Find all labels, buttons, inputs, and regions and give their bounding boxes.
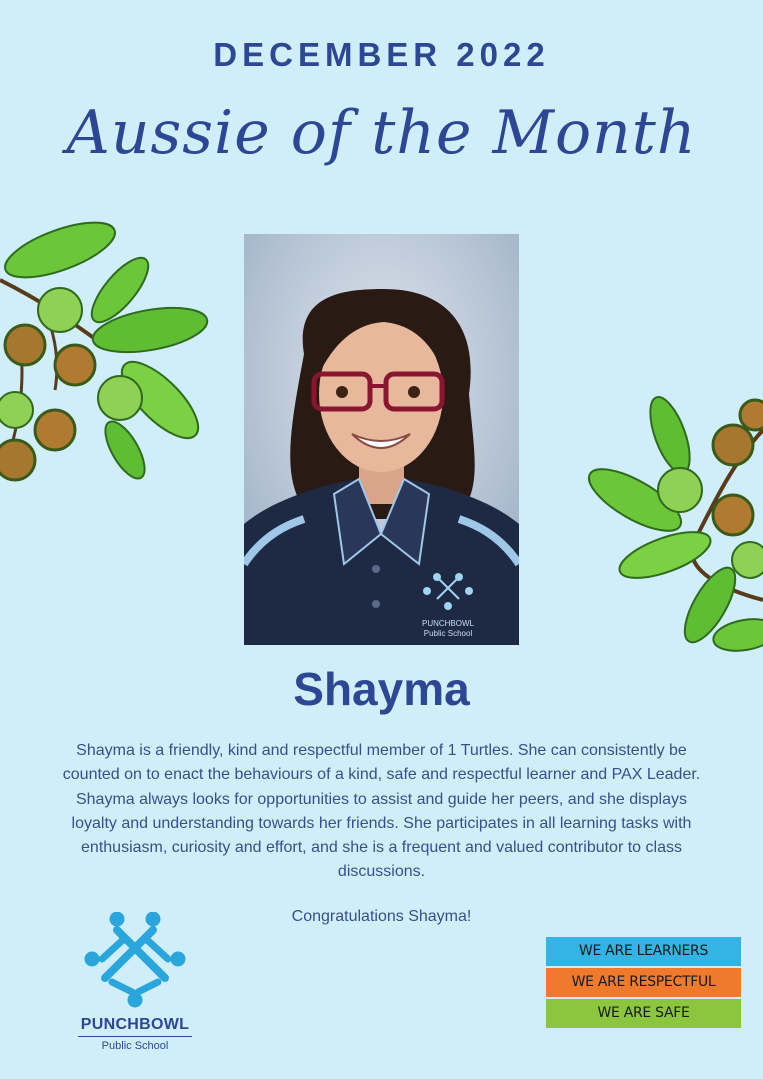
school-subtitle: Public School <box>101 1040 169 1052</box>
logo-divider <box>78 1036 192 1037</box>
student-name: Shayma <box>293 663 470 715</box>
value-respectful: WE ARE RESPECTFUL <box>546 968 741 997</box>
school-name: PUNCHBOWL <box>80 1016 190 1033</box>
student-photo <box>244 234 519 645</box>
value-safe: WE ARE SAFE <box>546 999 741 1028</box>
month-heading: DECEMBER 2022 <box>213 36 550 73</box>
value-learners: WE ARE LEARNERS <box>546 937 741 966</box>
macadamia-branch-icon <box>0 220 215 490</box>
photo-badge-subtitle: Public School <box>423 629 473 638</box>
school-values <box>546 937 741 1030</box>
page-title: Aussie of the Month <box>66 98 697 168</box>
school-logo <box>70 912 200 1057</box>
macadamia-branch-icon <box>585 390 763 655</box>
photo-badge-school: PUNCHBOWL <box>421 619 475 628</box>
student-description: Shayma is a friendly, kind and respectful member of 1 Turtles. She can consistently be counted on to enact the behaviours of a kind, safe and respectful learner and PAX Leader. Shayma always looks for opportunities to assist and guide her peers, and she displays loyalty and understanding towards her friends. She participates in all learning tasks with enthusiasm, curiosity and effort, and she is a frequent and valued contributor to class discussions. <box>62 742 701 881</box>
school-logo-icon <box>70 912 200 1012</box>
congratulations-text: Congratulations Shayma! <box>291 908 472 925</box>
